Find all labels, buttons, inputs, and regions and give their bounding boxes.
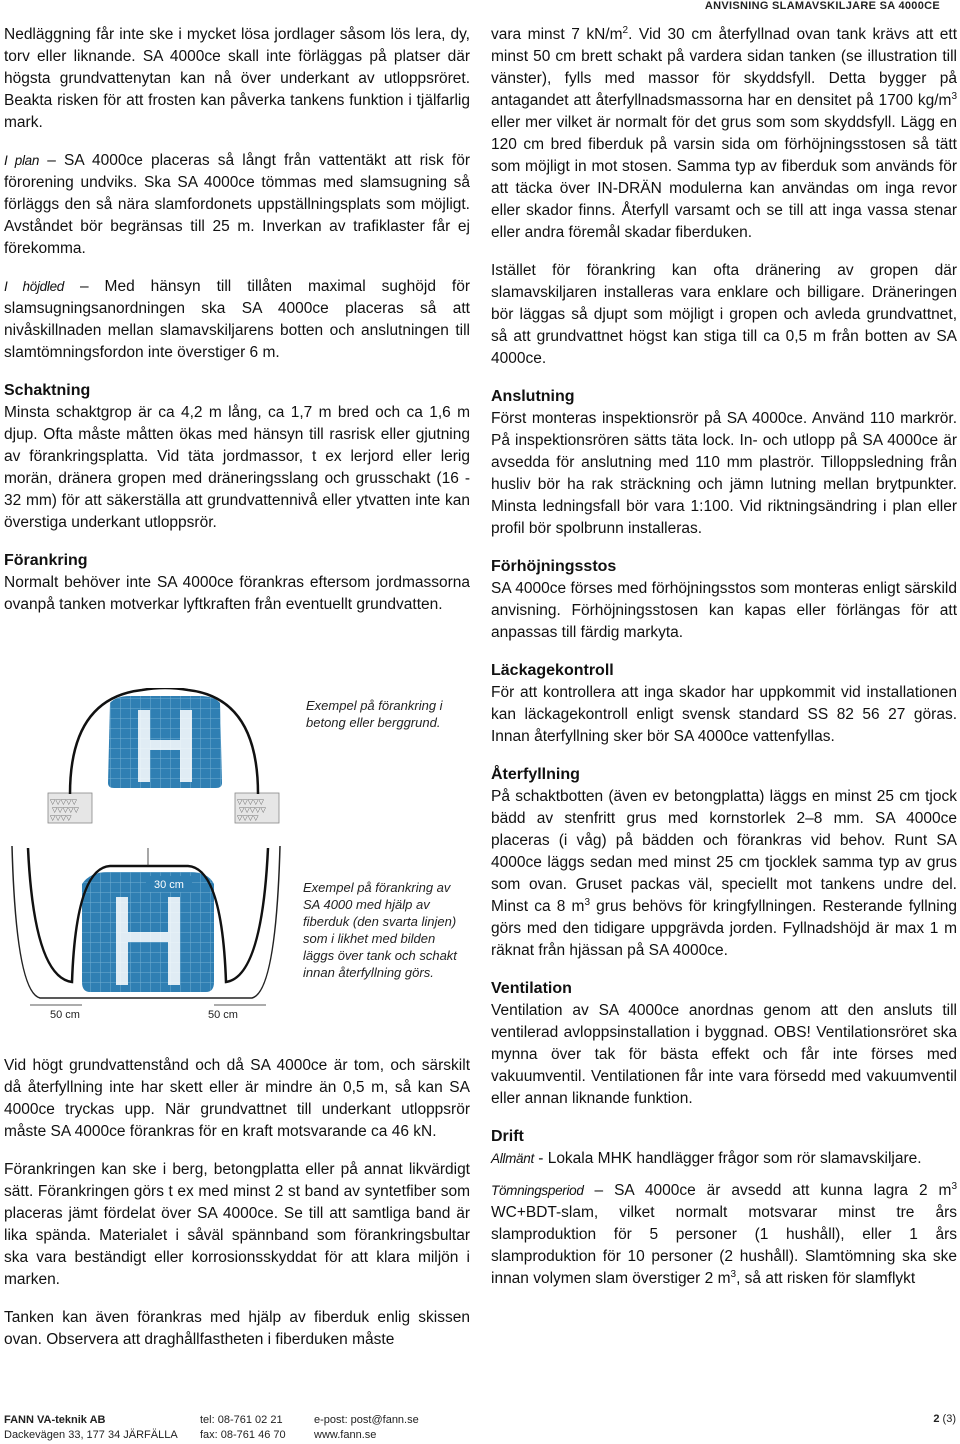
tomningsperiod-lead: Tömningsperiod <box>491 1183 584 1198</box>
forankring-heading: Förankring <box>4 552 88 569</box>
right-column <box>491 24 957 1306</box>
forankring-text: Normalt behöver inte SA 4000ce förankras eftersom jordmassorna ovanpå tanken motverkar lyftkraften från eventuellt grundvatten. <box>4 574 470 613</box>
aterfyllning-text: På schaktbotten (även ev betongplatta) läggs en minst 25 cm tjock bädd av stenfritt grus med kornstorlek 2–8 mm. SA 4000ce placeras (i våg) på bädden och förankras vid behov. Runt SA 4000ce läggs sedan med minst 25 cm tjocklek samma typ av grus som ovan. Gruset packas väl, speciellt mot tankens undre del. Minst ca 8 $m^3$ grus behövs för kringfyllningen. Resterande fyllning görs med den tidigare uppgrävda jorden. Fyllnadshöjd är max 1 m räknat från hjässan på SA 4000ce. <box>491 788 957 959</box>
footer-fax: fax: 08-761 46 70 <box>200 1429 286 1441</box>
dim-30cm: 30 cm <box>154 879 184 891</box>
anchoring-figure-fabric <box>0 842 300 1032</box>
ventilation-text: Ventilation av SA 4000ce anordnas genom att den ansluts till ventilerad avloppsinstallation i byggnad. OBS! Ventilationsröret ska mynna över tak för bästa effekt och får inte förses med vakuumventil. Ventilationen får inte vara försedd med vakuumventil eller annan liknande funktion. <box>491 1002 957 1107</box>
intro-paragraph: Nedläggning får inte ske i mycket lösa jordlager såsom lös lera, dy, torv eller liknande. SA 4000ce skall inte förläggas på platser där högsta grundvattenytan kan nå över underkant av utloppsröret. Beakta risken för att frosten kan påverka tankens funktion i tjälfarlig mark. <box>4 26 470 131</box>
left-column <box>4 24 470 632</box>
svg-text:▽▽▽▽▽: ▽▽▽▽▽ <box>237 798 264 806</box>
drift-heading: Drift <box>491 1128 524 1145</box>
forhojningsstos-text: SA 4000ce förses med förhöjningsstos som monteras enligt särskild anvisning. Förhöjningsstosen kan kapas eller förlängas för att anpassas till färdig markyta. <box>491 580 957 641</box>
aterfyllning-heading: Återfyllning <box>491 766 580 783</box>
svg-text:▽▽▽▽▽: ▽▽▽▽▽ <box>50 798 77 806</box>
anslutning-text: Först monteras inspektionsrör på SA 4000ce. Använd 110 markrör. På inspektionsrören sätts täta lock. In- och utlopp på SA 4000ce är avsedda för anslutning med 110 mm plaströr. Tilloppsledning från husliv bör ha rak sträckning och jämn lutning mellan brytpunkter. Minsta ledningsfall bör vara 1:100. Vid riktningsändring i plan eller profil bör spolbrunn installeras. <box>491 410 957 537</box>
anchoring-figure-concrete <box>30 688 300 828</box>
lackagekontroll-text: För att kontrollera att inga skador har uppkommit vid installationen kan läckagekontroll enligt svensk standard SS 82 56 27 göras. Innan återfyllning sker bör SA 4000ce vattenfyllas. <box>491 684 957 745</box>
svg-text:▽▽▽▽: ▽▽▽▽ <box>50 814 72 822</box>
document-header-title: ANVISNING SLAMAVSKILJARE SA 4000CE <box>704 0 940 12</box>
grundvatten-paragraph: Vid högt grundvattenstånd och då SA 4000ce är tom, och särskilt då återfyllning inte har skett eller är mindre än 0,5 m, så kan SA 4000ce tryckas upp. När grundvattnet till underkant utloppsrör måste SA 4000ce förankras för en kraft motsvarande ca 46 kN. <box>4 1057 470 1140</box>
schaktning-text: Minsta schaktgrop är ca 4,2 m lång, ca 1,7 m bred och ca 1,6 m djup. Ofta måste måtten ökas med hänsyn till rasrisk eller gjutning av förankringsplatta. Vid täta jordmassor, t ex lerjord eller lerig morän, dränera gropen med dräneringsslang och grusschakt (16 - 32 mm) för att säkerställa att grundvattennivå eller ytvatten inte kan överstiga underkant utloppsrör. <box>4 404 470 531</box>
dim-50cm-left: 50 cm <box>50 1009 80 1021</box>
svg-text:▽▽▽▽▽: ▽▽▽▽▽ <box>239 806 266 814</box>
footer-web: www.fann.se <box>314 1429 377 1441</box>
lackagekontroll-heading: Läckagekontroll <box>491 662 614 679</box>
footer-address: Dackevägen 33, 177 34 JÄRFÄLLA <box>4 1429 178 1441</box>
fiberduk-continued-paragraph: vara minst 7 $kN/m^2$. Vid 30 cm återfyllnad ovan tank krävs att ett minst 50 cm brett schakt på vardera sidan tanken (se illustration till vänster), fylls med massor för skyddsfyll. Detta bygger på antagandet att återfyllnadsmassorna har en densitet på 1700 $kg/m^3$ eller mer vilket är normalt för det grus som som skyddsfyll. Lägg en 120 cm bred fiberduk på varsin sida om förhöjningsstosen så tätt som möjligt in mot stosen. Samma typ av fiberduk som används för att täcka över IN-DRÄN modulerna kan användas om inga revor eller skador finns. Återfyll varsamt och se till att inga vassa stenar eller andra föremål skadar fiberduken. <box>491 24 958 241</box>
figure-caption-1: Exempel på förankring i betong eller berggrund. <box>306 698 443 730</box>
forhojningsstos-heading: Förhöjningsstos <box>491 558 617 575</box>
page-number: 2 (3) <box>933 1413 956 1425</box>
figure-caption-2: Exempel på förankring av SA 4000 med hjälp av fiberduk (den svarta linjen) som i likhet med bilden läggs över tank och schakt innan återfyllning görs. <box>303 880 457 980</box>
plan-lead: I plan <box>4 153 40 168</box>
hojdled-text: – Med hänsyn till tillåten maximal sughöjd för slamsugningsanordningen ska SA 4000ce placeras så att nivåskillnaden mellan slamavskiljarens botten och anslutningen till slamtömningsfordon inte överstiger 6 m. <box>4 278 470 361</box>
plan-text: – SA 4000ce placeras så långt från vattentäkt att risk för förorening undviks. Ska SA 4000ce tömmas med slamsugning så förläggs den så nära slamfordonets uppställningsplats som möjligt. Avståndet bör begränsas till 25 m. Inverkan av trafiklaster får ej förekomma. <box>4 152 470 257</box>
left-column-lower <box>4 1055 470 1367</box>
hojdled-lead: I höjdled <box>4 279 64 294</box>
hojdled-paragraph <box>4 276 470 364</box>
allmant-paragraph: Allmänt - Lokala MHK handlägger frågor som rör slamavskiljare. <box>491 1150 922 1167</box>
svg-text:▽▽▽▽▽: ▽▽▽▽▽ <box>52 806 79 814</box>
schaktning-heading: Schaktning <box>4 382 91 399</box>
svg-text:▽▽▽▽: ▽▽▽▽ <box>237 814 259 822</box>
footer-email: e-post: post@fann.se <box>314 1414 419 1426</box>
fiberduk-paragraph: Tanken kan även förankras med hjälp av fiberduk enlig skissen ovan. Observera att draghållfastheten i fiberduken måste <box>4 1309 470 1348</box>
dim-50cm-right: 50 cm <box>208 1009 238 1021</box>
forankringen-paragraph: Förankringen kan ske i berg, betongplatta eller på annat likvärdigt sätt. Förankringen görs t ex med minst 2 st band av syntetfiber som placeras jämt fördelat över SA 4000ce. Se till att samtliga band är lika spända. Materialet i såväl spännband som förankringsbultar ska vara beständigt eller korrosionsskyddat för att klara miljön i marken. <box>4 1161 470 1288</box>
plan-paragraph <box>4 150 470 260</box>
footer-company: FANN VA-teknik AB <box>4 1414 106 1426</box>
anslutning-heading: Anslutning <box>491 388 575 405</box>
allmant-lead: Allmänt <box>491 1151 534 1166</box>
footer-tel: tel: 08-761 02 21 <box>200 1414 283 1426</box>
ventilation-heading: Ventilation <box>491 980 572 997</box>
dranering-paragraph: Istället för förankring kan ofta dränering av gropen där slamavskiljaren installeras vara enklare och billigare. Dräneringen bör läggas så djupt som möjligt i gropen och avleda grundvattnet, så att grundvattnet högst kan stiga till ca 0,5 m från botten av SA 4000ce. <box>491 262 957 367</box>
tomningsperiod-paragraph: Tömningsperiod – SA 4000ce är avsedd att kunna lagra 2 $m^3$ WC+BDT-slam, vilket normalt motsvarar minst tre års slamproduktion för 5 personer (1 hushåll), eller 1 års slamproduktion för 10 personer (2 hushåll). Slamtömning ska ske innan volymen slam överstiger 2 $m^3$, så att risken för slamflykt <box>491 1180 957 1287</box>
page-footer <box>4 1413 956 1443</box>
